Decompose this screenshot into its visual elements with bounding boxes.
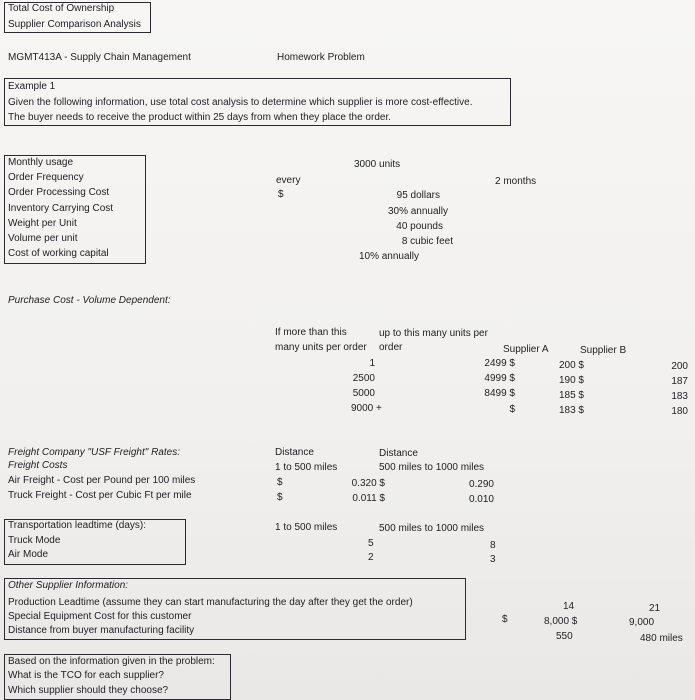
truck-rate-1: 0.011 $ (352, 493, 385, 504)
inventory-carrying-value: 30% annually (387, 206, 448, 217)
example-line-1: Given the following information, use total cost analysis to determine which supplier is more cost-effective. (8, 97, 473, 108)
dollar-sign: $ (278, 189, 284, 200)
leadtime-supplier-b: 21 (649, 603, 661, 614)
question-2: Which supplier should they choose? (8, 685, 169, 696)
air-days-2: 3 (490, 554, 496, 565)
param-label: Cost of working capital (8, 248, 109, 259)
tier-to: 4999 $ (484, 373, 515, 384)
transport-range-2: 500 miles to 1000 miles (379, 523, 485, 534)
param-label: Order Processing Cost (8, 187, 110, 198)
freight-costs-label: Freight Costs (8, 460, 68, 471)
tier-from: 5000 (352, 388, 375, 399)
tier-supplier-b: 180 (671, 406, 688, 417)
param-label: Weight per Unit (8, 218, 77, 229)
title: Total Cost of Ownership (8, 3, 115, 14)
truck-freight-label: Truck Freight - Cost per Cubic Ft per mile (8, 490, 192, 501)
param-label: Monthly usage (8, 157, 74, 168)
tier-from: 1 (369, 358, 375, 369)
course-name: MGMT413A - Supply Chain Management (8, 52, 191, 63)
truck-days-1: 5 (368, 538, 374, 549)
production-leadtime-label: Production Leadtime (assume they can start manufacturing the day after they get the order) (8, 597, 413, 608)
monthly-usage-value: 3000 units (354, 159, 401, 170)
truck-rate-2: 0.010 (468, 494, 494, 505)
param-label: Inventory Carrying Cost (8, 203, 114, 214)
purchase-cost-label: Purchase Cost - Volume Dependent: (8, 295, 171, 306)
truck-days-2: 8 (490, 540, 496, 551)
tier-supplier-a: 200 $ (558, 360, 584, 371)
air-days-1: 2 (368, 552, 374, 563)
more-than-header-1: If more than this (275, 327, 347, 338)
tier-supplier-b: 200 (671, 361, 688, 372)
tier-supplier-a: 183 $ (558, 405, 584, 416)
order-processing-value: 95 dollars (396, 190, 440, 201)
weight-value: 40 pounds (396, 221, 443, 232)
special-equipment-label: Special Equipment Cost for this customer (8, 611, 192, 622)
distance-header-2: Distance (379, 448, 418, 459)
subtitle: Supplier Comparison Analysis (8, 19, 141, 30)
transport-leadtime-label: Transportation leadtime (days): (8, 520, 147, 531)
tier-supplier-a: 190 $ (558, 375, 584, 386)
up-to-header-1: up to this many units per (379, 328, 488, 339)
tier-supplier-a: 185 $ (558, 390, 584, 401)
leadtime-supplier-a: 14 (563, 601, 575, 612)
example-label: Example 1 (8, 81, 56, 92)
equipment-dollar-sign: $ (502, 614, 508, 625)
air-mode-label: Air Mode (8, 549, 49, 560)
air-rate-2: 0.290 (468, 479, 494, 490)
questions-intro: Based on the information given in the problem: (8, 656, 215, 667)
tier-from: 9000 + (351, 403, 382, 414)
freight-company-label: Freight Company "USF Freight" Rates: (8, 447, 180, 458)
air-freight-label: Air Freight - Cost per Pound per 100 miles (8, 475, 196, 486)
order-frequency-value: 2 months (495, 176, 537, 187)
distance-supplier-b: 480 miles (640, 633, 683, 644)
up-to-header-2: order (379, 342, 403, 353)
distance-header-1: Distance (275, 447, 314, 458)
more-than-header-2: many units per order (275, 342, 367, 353)
assignment-type: Homework Problem (277, 52, 365, 63)
supplier-b-header: Supplier B (580, 345, 627, 356)
every-label: every (276, 175, 301, 186)
supplier-a-header: Supplier A (503, 344, 549, 355)
distance-range-1: 1 to 500 miles (275, 462, 338, 473)
question-1: What is the TCO for each supplier? (8, 670, 164, 681)
volume-value: 8 cubic feet (401, 236, 453, 247)
tier-to: $ (509, 404, 515, 415)
working-capital-value: 10% annually (358, 251, 419, 262)
truck-dollar-sign: $ (277, 492, 283, 503)
truck-mode-label: Truck Mode (8, 535, 61, 546)
tier-from: 2500 (352, 373, 375, 384)
other-info-label: Other Supplier Information: (8, 580, 129, 591)
air-dollar-sign: $ (277, 477, 283, 488)
tier-supplier-b: 183 (671, 391, 688, 402)
param-label: Order Frequency (8, 172, 84, 183)
air-rate-1: 0.320 $ (351, 478, 385, 489)
tier-to: 8499 $ (484, 388, 515, 399)
example-line-2: The buyer needs to receive the product within 25 days from when they place the order. (8, 112, 391, 123)
distance-supplier-a: 550 (556, 631, 573, 642)
tier-supplier-b: 187 (671, 376, 688, 387)
equipment-supplier-a: 8,000 $ (544, 616, 578, 627)
distance-facility-label: Distance from buyer manufacturing facility (8, 625, 195, 636)
param-label: Volume per unit (8, 233, 78, 244)
distance-range-2: 500 miles to 1000 miles (379, 462, 485, 473)
tier-to: 2499 $ (484, 358, 515, 369)
transport-range-1: 1 to 500 miles (275, 522, 338, 533)
equipment-supplier-b: 9,000 (629, 617, 655, 628)
